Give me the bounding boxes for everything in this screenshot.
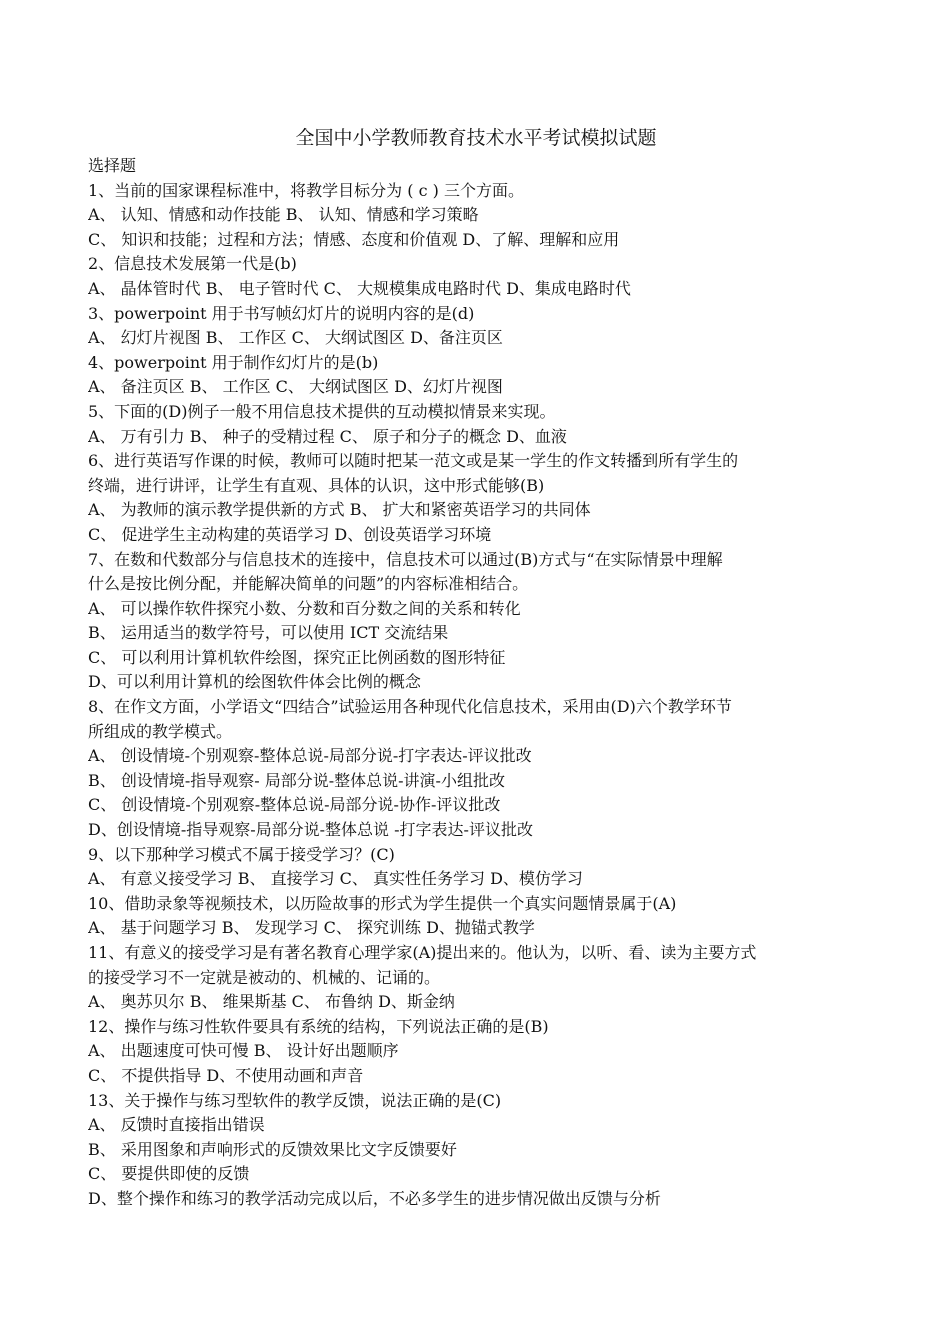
text-line: A、 幻灯片视图 B、 工作区 C、 大纲试图区 D、备注页区 [88, 328, 503, 348]
text-line: A、 认知、情感和动作技能 B、 认知、情感和学习策略 [88, 205, 479, 225]
text-line: A、 为教师的演示教学提供新的方式 B、 扩大和紧密英语学习的共同体 [88, 500, 591, 520]
text-line: C、 要提供即使的反馈 [88, 1164, 250, 1184]
text-line: A、 晶体管时代 B、 电子管时代 C、 大规模集成电路时代 D、集成电路时代 [88, 278, 631, 298]
text-line: D、创设情境-指导观察-局部分说-整体总说 -打字表达-评议批改 [88, 820, 533, 840]
text-line: A、 出题速度可快可慢 B、 设计好出题顺序 [88, 1041, 399, 1061]
text-line: D、可以利用计算机的绘图软件体会比例的概念 [88, 672, 421, 692]
text-line: B、 运用适当的数学符号，可以使用 ICT 交流结果 [88, 623, 449, 643]
text-line: 7、在数和代数部分与信息技术的连接中，信息技术可以通过(B)方式与“在实际情景中理解 [88, 549, 723, 569]
document-body [88, 154, 864, 1212]
document-page [88, 122, 864, 1212]
text-line: C、 不提供指导 D、不使用动画和声音 [88, 1065, 364, 1085]
text-line: 2、信息技术发展第一代是(b) [88, 254, 297, 274]
text-line: C、 知识和技能；过程和方法；情感、态度和价值观 D、了解、理解和应用 [88, 229, 620, 249]
text-line: A、 备注页区 B、 工作区 C、 大纲试图区 D、幻灯片视图 [88, 377, 503, 397]
text-line: 4、powerpoint 用于制作幻灯片的是(b) [88, 352, 379, 372]
text-line: 5、下面的(D)例子一般不用信息技术提供的互动模拟情景来实现。 [88, 401, 556, 421]
text-line: 的接受学习不一定就是被动的、机械的、记诵的。 [88, 967, 441, 987]
text-line: 8、在作文方面，小学语文“四结合”试验运用各种现代化信息技术，采用由(D)六个教学环节 [88, 697, 732, 717]
text-line: 11、有意义的接受学习是有著名教育心理学家(A)提出来的。他认为，以听、看、读为主要方式 [88, 943, 757, 962]
text-line: 10、借助录象等视频技术，以历险故事的形式为学生提供一个真实问题情景属于(A) [88, 893, 677, 913]
text-line: A、 万有引力 B、 种子的受精过程 C、 原子和分子的概念 D、血液 [88, 426, 567, 446]
text-line: 13、关于操作与练习型软件的教学反馈，说法正确的是(C) [88, 1090, 502, 1110]
document-title: 全国中小学教师教育技术水平考试模拟试题 [295, 127, 657, 149]
text-line: A、 有意义接受学习 B、 直接学习 C、 真实性任务学习 D、模仿学习 [88, 869, 583, 889]
text-line: 3、powerpoint 用于书写帧幻灯片的说明内容的是(d) [88, 303, 475, 323]
text-line: 什么是按比例分配，并能解决简单的问题”的内容标准相结合。 [88, 574, 529, 594]
text-line: C、 促进学生主动构建的英语学习 D、创设英语学习环境 [88, 524, 492, 544]
text-line: C、 可以利用计算机软件绘图，探究正比例函数的图形特征 [88, 647, 506, 667]
text-line: A、 反馈时直接指出错误 [88, 1115, 265, 1135]
text-line: 6、进行英语写作课的时候，教师可以随时把某一范文或是某一学生的作文转播到所有学生的 [88, 451, 739, 471]
text-line: A、 可以操作软件探究小数、分数和百分数之间的关系和转化 [88, 598, 521, 618]
text-line: A、 基于问题学习 B、 发现学习 C、 探究训练 D、抛锚式教学 [88, 918, 535, 938]
text-line: 所组成的教学模式。 [88, 721, 233, 741]
text-line: B、 采用图象和声响形式的反馈效果比文字反馈要好 [88, 1139, 457, 1159]
text-line: D、整个操作和练习的教学活动完成以后，不必多学生的进步情况做出反馈与分析 [88, 1188, 661, 1208]
text-line: 终端，进行讲评，让学生有直观、具体的认识，这中形式能够(B) [88, 475, 545, 495]
text-line: 1、当前的国家课程标准中，将教学目标分为 ( c ) 三个方面。 [88, 180, 524, 200]
text-line: 选择题 [88, 156, 137, 175]
text-line: 12、操作与练习性软件要具有系统的结构，下列说法正确的是(B) [88, 1016, 549, 1036]
text-line: B、 创设情境-指导观察- 局部分说-整体总说-讲演-小组批改 [88, 770, 505, 790]
text-line: A、 奥苏贝尔 B、 维果斯基 C、 布鲁纳 D、斯金纳 [88, 992, 455, 1012]
text-line: 9、以下那种学习模式不属于接受学习？(C) [88, 844, 395, 864]
text-line: C、 创设情境-个别观察-整体总说-局部分说-协作-评议批改 [88, 795, 501, 815]
text-line: A、 创设情境-个别观察-整体总说-局部分说-打字表达-评议批改 [88, 746, 532, 766]
